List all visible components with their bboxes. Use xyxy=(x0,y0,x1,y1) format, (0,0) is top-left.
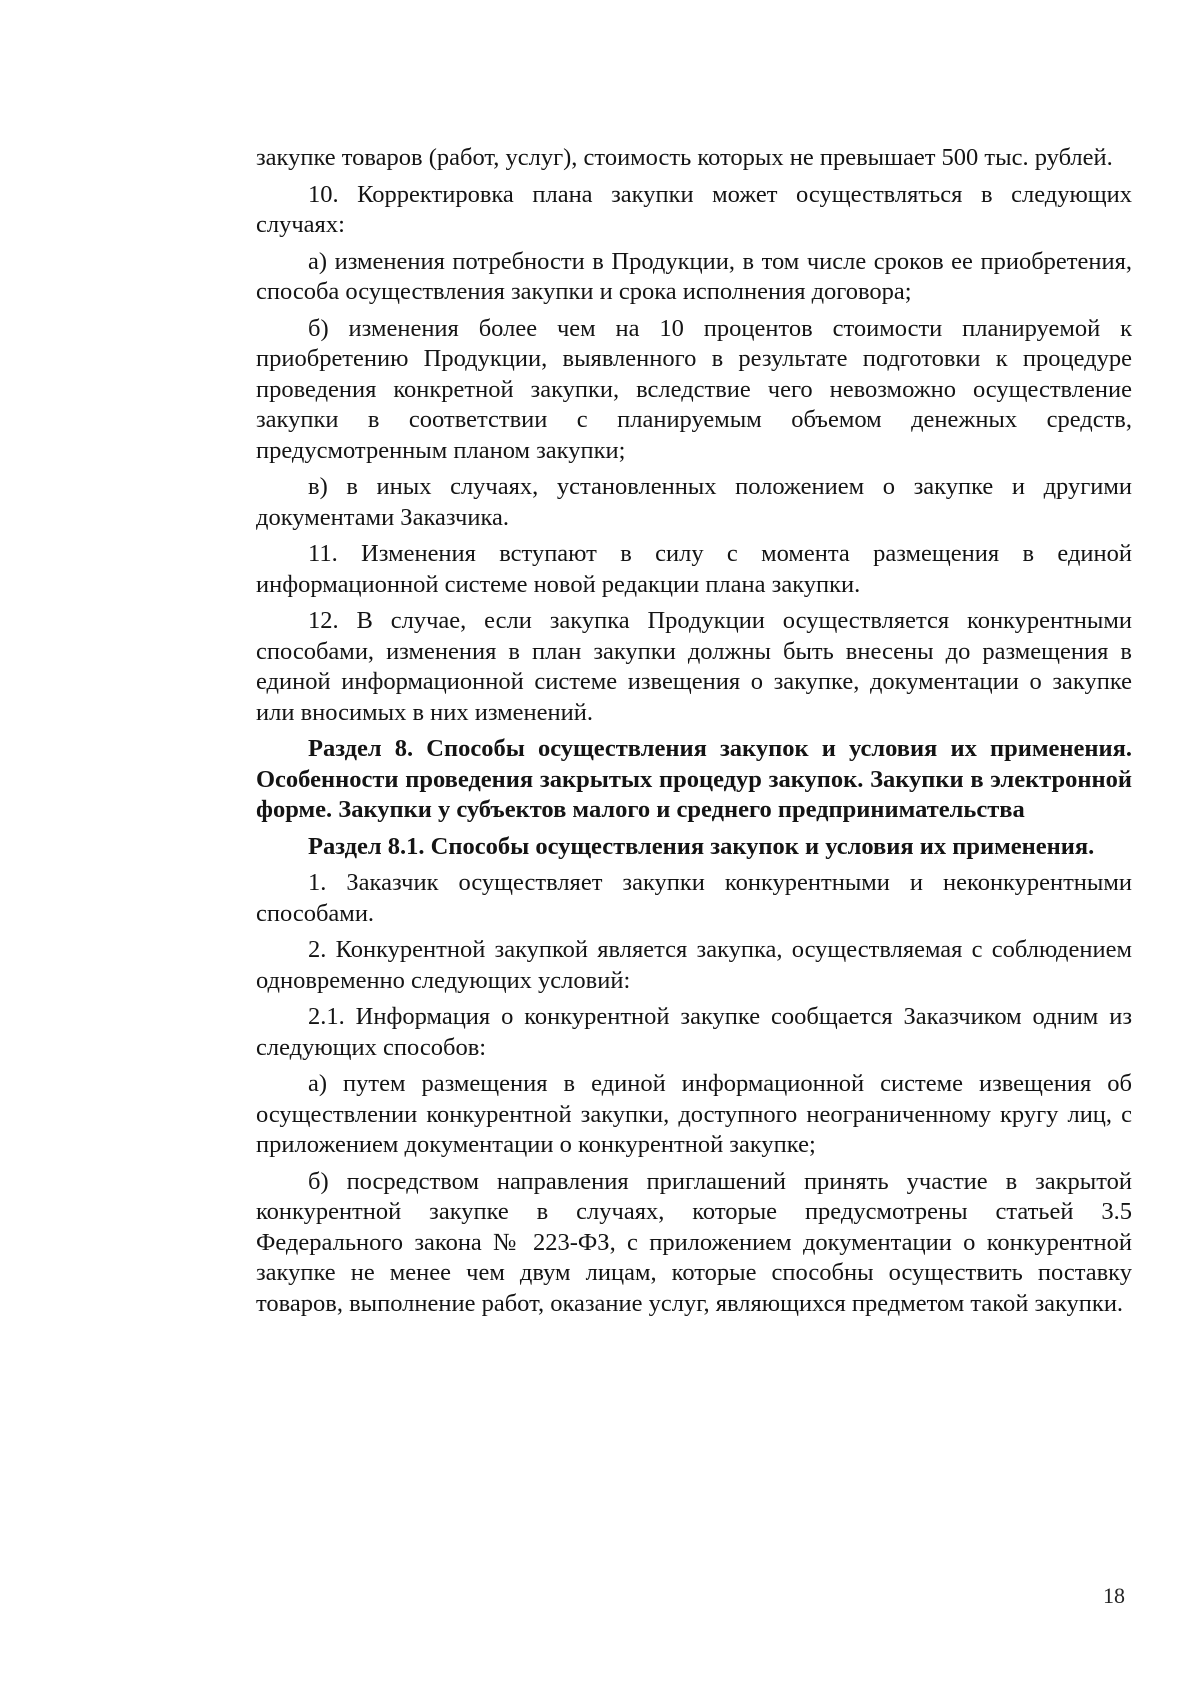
paragraph-subitem-a: а) путем размещения в единой информационной системе извещения об осуществлении конкурентной закупки, доступного неограниченному кругу лиц, с приложением документации о конкурентной закупке; xyxy=(256,1070,1132,1158)
paragraph-item-1: 1. Заказчик осуществляет закупки конкурентными и неконкурентными способами. xyxy=(256,869,1132,927)
paragraph-item-11: 11. Изменения вступают в силу с момента размещения в единой информационной системе новой редакции плана закупки. xyxy=(256,540,1132,598)
paragraph-subitem-b: б) изменения более чем на 10 процентов стоимости планируемой к приобретению Продукции, выявленного в результате подготовки к процедуре проведения конкретной закупки, вследствие чего невозможно осуществление закупки в соответствии с планируемым объемом денежных средств, предусмотренным планом закупки; xyxy=(256,314,1132,464)
paragraph-subitem-a: а) изменения потребности в Продукции, в том числе сроков ее приобретения, способа осуществления закупки и срока исполнения договора; xyxy=(256,247,1132,305)
paragraph-continuation: закупке товаров (работ, услуг), стоимость которых не превышает 500 тыс. рублей. xyxy=(256,144,1113,171)
document-body xyxy=(256,143,1132,1325)
paragraph-subitem-b: б) посредством направления приглашений принять участие в закрытой конкурентной закупке в случаях, которые предусмотрены статьей 3.5 Федерального закона № 223-ФЗ, с приложением документации о конкурентной закупке не менее чем двум лицам, которые способны осуществить поставку товаров, выполнение работ, оказание услуг, являющихся предметом такой закупки. xyxy=(256,1167,1132,1317)
paragraph-item-2-1: 2.1. Информация о конкурентной закупке сообщается Заказчиком одним из следующих способов: xyxy=(256,1003,1132,1061)
paragraph-subitem-v: в) в иных случаях, установленных положением о закупке и другими документами Заказчика. xyxy=(256,473,1132,531)
paragraph-item-10: 10. Корректировка плана закупки может осуществляться в следующих случаях: xyxy=(256,180,1132,238)
paragraph-item-2: 2. Конкурентной закупкой является закупка, осуществляемая с соблюдением одновременно следующих условий: xyxy=(256,936,1132,994)
section-heading: Раздел 8. Способы осуществления закупок и условия их применения. Особенности проведения закрытых процедур закупок. Закупки в электронной форме. Закупки у субъектов малого и среднего предпринимательства xyxy=(256,735,1132,823)
page-number: 18 xyxy=(1103,1583,1125,1608)
paragraph-item-12: 12. В случае, если закупка Продукции осуществляется конкурентными способами, изменения в план закупки должны быть внесены до размещения в единой информационной системе извещения о закупке, документации о закупке или вносимых в них изменений. xyxy=(256,607,1132,726)
subsection-heading: Раздел 8.1. Способы осуществления закупок и условия их применения. xyxy=(308,832,1095,860)
